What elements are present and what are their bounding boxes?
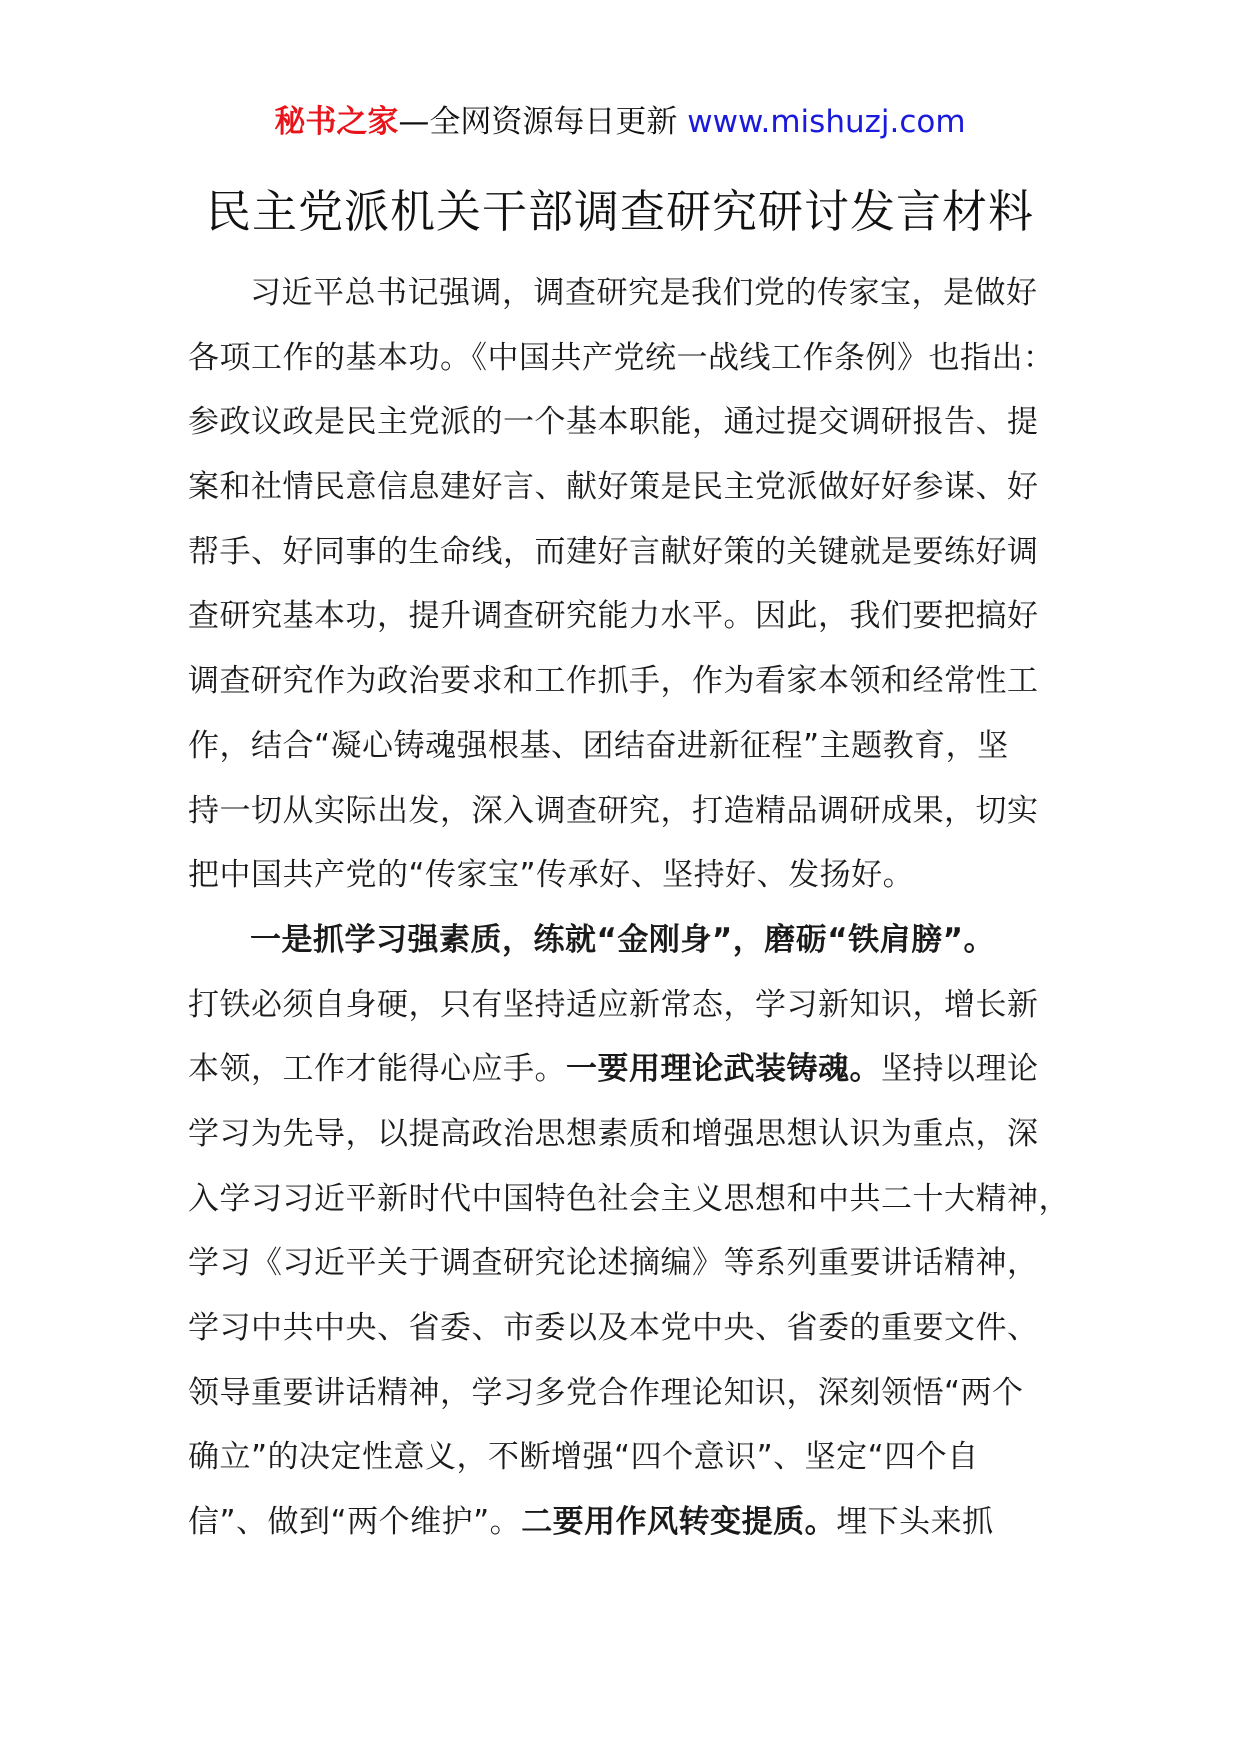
brand-name: 秘书之家: [274, 104, 399, 140]
document-body: [188, 261, 1070, 1555]
text-segment: 帮手、好同事的生命线，而建好言献好策的关键就是要练好调: [188, 533, 1039, 570]
text-segment: 调查研究作为政治要求和工作抓手，作为看家本领和经常性工: [188, 663, 1039, 700]
text-segment: 领导重要讲话精神，学习多党合作理论知识，深刻领悟“两个: [188, 1374, 1024, 1411]
site-url-link[interactable]: www.mishuzj.com: [687, 104, 966, 140]
body-line: [188, 1037, 1066, 1102]
section-heading: [188, 908, 1066, 973]
document-title: 民主党派机关干部调查研究研讨发言材料: [205, 185, 1034, 238]
header-tagline: —全网资源每日更新: [398, 104, 688, 140]
body-line: [188, 584, 1066, 649]
text-segment: 学习为先导，以提高政治思想素质和增强思想认识为重点，深: [188, 1115, 1039, 1152]
body-line: [188, 326, 1066, 391]
body-line: [188, 455, 1066, 520]
body-line: [188, 261, 1066, 326]
text-segment: 入学习习近平新时代中国特色社会主义思想和中共二十大精神，: [188, 1180, 1070, 1217]
body-line: [188, 520, 1066, 585]
text-segment-bold: 一是抓学习强素质，练就“金刚身”，磨砺“铁肩膀”。: [250, 921, 995, 958]
text-segment: 作，结合“凝心铸魂强根基、团结奋进新征程”主题教育，坚: [188, 727, 1009, 764]
text-segment: 学习《习近平关于调查研究论述摘编》等系列重要讲话精神，: [188, 1245, 1039, 1282]
text-segment: 埋下头来抓: [836, 1504, 994, 1541]
text-segment: 把中国共产党的“传家宝”传承好、坚持好、发扬好。: [188, 857, 915, 894]
body-line: [188, 1102, 1066, 1167]
text-segment: 参政议政是民主党派的一个基本职能，通过提交调研报告、提: [188, 404, 1039, 441]
text-segment: 坚持以理论: [881, 1051, 1039, 1088]
body-line: [188, 390, 1066, 455]
site-header: [0, 100, 1240, 144]
text-segment: 打铁必须自身硬，只有坚持适应新常态，学习新知识，增长新: [188, 986, 1039, 1023]
body-line: [188, 1296, 1066, 1361]
body-line: [188, 973, 1066, 1038]
text-segment: 信”、做到“两个维护”。: [188, 1504, 522, 1541]
body-line: [188, 1361, 1066, 1426]
text-segment: 学习中共中央、省委、市委以及本党中央、省委的重要文件、: [188, 1310, 1039, 1346]
text-segment-bold: 一要用理论武装铸魂。: [566, 1051, 881, 1088]
text-segment: 习近平总书记强调，调查研究是我们党的传家宝，是做好: [250, 275, 1038, 311]
text-segment: 查研究基本功，提升调查研究能力水平。因此，我们要把搞好: [188, 598, 1039, 635]
body-line: [188, 843, 1066, 908]
text-segment: 各项工作的基本功。《中国共产党统一战线工作条例》也指出：: [188, 339, 1055, 376]
text-segment-bold: 二要用作风转变提质。: [521, 1504, 837, 1541]
text-segment: 案和社情民意信息建好言、献好策是民主党派做好好参谋、好: [188, 469, 1039, 506]
text-segment: 本领，工作才能得心应手。: [188, 1051, 566, 1088]
body-line: [188, 649, 1066, 714]
text-segment: 确立”的决定性意义，不断增强“四个意识”、坚定“四个自: [188, 1439, 979, 1476]
body-line: [188, 1231, 1066, 1296]
body-line: [188, 779, 1066, 844]
body-line: [188, 1425, 1066, 1490]
body-line: [188, 714, 1066, 779]
text-segment: 持一切从实际出发，深入调查研究，打造精品调研成果，切实: [188, 792, 1039, 829]
body-line: [188, 1490, 1066, 1555]
body-line: [188, 1167, 1070, 1232]
